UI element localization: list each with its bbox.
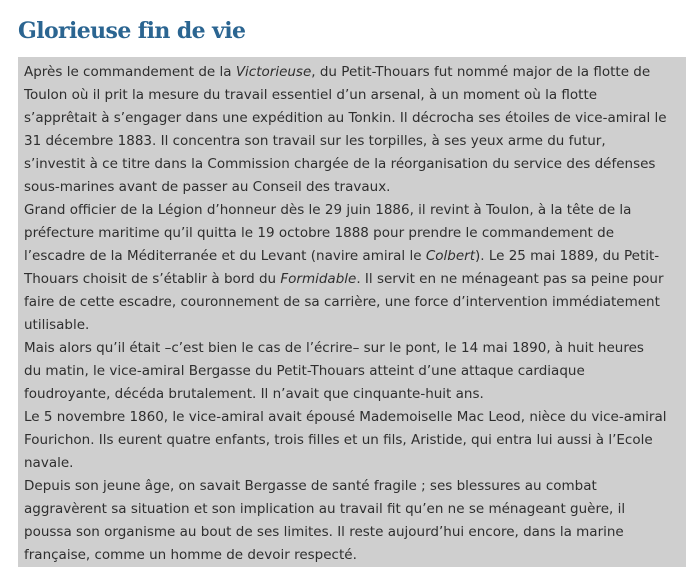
- text-segment: Toulon où il prit la mesure du travail essentiel d’un arsenal, à un moment où la flotte: [24, 87, 598, 103]
- ship-name: Formidable: [280, 271, 357, 287]
- text-line: [24, 61, 680, 84]
- text-line: [24, 337, 680, 360]
- text-segment: Thouars choisit de s’établir à bord du: [24, 271, 281, 287]
- text-line: [24, 245, 680, 268]
- text-line: [24, 176, 680, 199]
- text-segment: Grand officier de la Légion d’honneur dès le 29 juin 1886, il revint à Toulon, à la tête de la: [24, 202, 632, 218]
- text-segment: 31 décembre 1883. Il concentra son travail sur les torpilles, à ses yeux arme du futur,: [24, 133, 606, 149]
- text-line: [24, 314, 680, 337]
- text-line: [24, 475, 680, 498]
- text-segment: Le 5 novembre 1860, le vice-amiral avait épousé Mademoiselle Mac Leod, nièce du vice-amiral: [24, 409, 667, 425]
- section-title: Glorieuse fin de vie: [18, 18, 246, 44]
- text-segment: ). Le 25 mai 1889, du Petit-: [474, 248, 660, 264]
- ship-name: Victorieuse: [235, 64, 312, 80]
- text-line: [24, 521, 680, 544]
- text-segment: préfecture maritime qu’il quitta le 19 octobre 1888 pour prendre le commandement de: [24, 225, 615, 241]
- text-line: [24, 84, 680, 107]
- text-segment: aggravèrent sa situation et son implication au travail fit qu’en ne se ménageant guère, il: [24, 501, 626, 517]
- text-segment: . Il servit en ne ménageant pas sa peine pour: [356, 271, 664, 287]
- text-segment: sous-marines avant de passer au Conseil des travaux.: [24, 179, 391, 195]
- article-text-box: [18, 57, 686, 567]
- text-line: [24, 383, 680, 406]
- text-line: [24, 199, 680, 222]
- text-line: [24, 360, 680, 383]
- text-line: [24, 406, 680, 429]
- text-segment: l’escadre de la Méditerranée et du Levant (navire amiral le: [24, 248, 426, 264]
- text-segment: s’investit à ce titre dans la Commission chargée de la réorganisation du service des défenses: [24, 156, 656, 172]
- text-line: [24, 268, 680, 291]
- text-segment: , du Petit-Thouars fut nommé major de la flotte de: [311, 64, 651, 80]
- text-segment: utilisable.: [24, 317, 90, 333]
- text-line: [24, 153, 680, 176]
- text-line: [24, 429, 680, 452]
- text-segment: du matin, le vice-amiral Bergasse du Petit-Thouars atteint d’une attaque cardiaque: [24, 363, 585, 379]
- text-segment: s’apprêtait à s’engager dans une expédition au Tonkin. Il décrocha ses étoiles de vice-amiral le: [24, 110, 667, 126]
- text-segment: Depuis son jeune âge, on savait Bergasse de santé fragile ; ses blessures au combat: [24, 478, 597, 494]
- text-line: [24, 452, 680, 475]
- ship-name: Colbert: [425, 248, 475, 264]
- text-line: [24, 130, 680, 153]
- text-segment: foudroyante, décéda brutalement. Il n’avait que cinquante-huit ans.: [24, 386, 484, 402]
- text-segment: française, comme un homme de devoir respecté.: [24, 547, 357, 563]
- text-line: [24, 498, 680, 521]
- text-segment: faire de cette escadre, couronnement de sa carrière, une force d’intervention immédiatement: [24, 294, 660, 310]
- text-line: [24, 222, 680, 245]
- text-segment: navale.: [24, 455, 74, 471]
- text-line: [24, 544, 680, 567]
- text-line: [24, 107, 680, 130]
- text-segment: Fourichon. Ils eurent quatre enfants, trois filles et un fils, Aristide, qui entra lui aussi à l’Ecole: [24, 432, 653, 448]
- text-segment: poussa son organisme au bout de ses limites. Il reste aujourd’hui encore, dans la marine: [24, 524, 624, 540]
- text-line: [24, 291, 680, 314]
- text-segment: Après le commandement de la: [24, 64, 236, 80]
- text-segment: Mais alors qu’il était –c’est bien le cas de l’écrire– sur le pont, le 14 mai 1890, à huit heures: [24, 340, 644, 356]
